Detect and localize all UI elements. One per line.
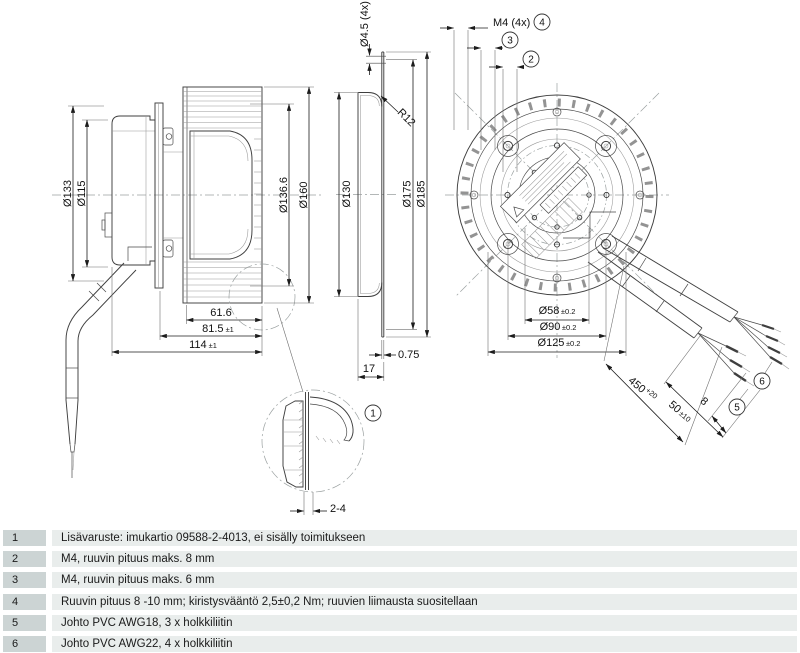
callout-4 [534,14,550,30]
dim-d115 [76,120,108,267]
svg-text:6: 6 [759,376,765,388]
dim-r12 [381,96,418,129]
note-row-3 [0,572,800,588]
detail-content [283,392,353,490]
svg-text:5: 5 [734,402,740,414]
note-row-4 [0,594,800,610]
dim-cable-450 [604,266,722,445]
notes-table [0,530,800,652]
note-text: Johto PVC AWG18, 3 x holkkiliitin [52,615,797,631]
dim-label-d125: Ø125 ±0.2 [537,337,581,349]
note-number: 5 [3,615,46,631]
svg-text:3: 3 [507,35,513,47]
note-number: 6 [3,636,46,652]
dim-label-81-5: 81.5 ±1 [202,323,234,335]
dim-label-d58: Ø58 ±0.2 [538,305,576,317]
callout-2 [523,51,539,67]
dim-label-61-6: 61.6 [210,307,232,319]
dim-label-d136-6: Ø136.6 [278,176,290,214]
note-row-1 [0,530,800,546]
dim-label-d175: Ø175 [401,180,414,208]
profile-view [334,1,431,381]
svg-text:1: 1 [370,408,376,420]
dim-0-75 [369,340,419,361]
motor-outline [102,116,155,265]
note-text: Lisävaruste: imukartio 09588-2-4013, ei sisälly toimitukseen [52,530,797,546]
dim-label-m4: M4 (4x) [493,17,531,29]
dim-label-d130: Ø130 [341,180,353,208]
dim-label-d160: Ø160 [298,181,310,209]
svg-text:4: 4 [539,17,545,29]
svg-text:2: 2 [528,54,534,66]
note-number: 4 [3,594,46,610]
dim-label-r12: R12 [394,106,418,130]
note-text: Johto PVC AWG22, 4 x holkkiliitin [52,636,797,652]
dim-label-d185: Ø185 [415,180,428,208]
wires-awg18 [698,333,754,386]
callout-3 [502,32,518,48]
callout-6 [754,373,770,389]
mounting-plate [155,103,183,288]
note-row-6 [0,636,800,652]
callout-1 [365,405,381,421]
note-number: 1 [3,530,46,546]
dim-17 [358,299,384,381]
dim-cable-8-50 [664,336,760,438]
note-row-5 [0,615,800,631]
dim-label-2-4: 2-4 [330,503,346,515]
wires-awg22 [734,317,789,369]
cable-channel-step [563,212,616,238]
note-number: 3 [3,572,46,588]
side-cable [66,263,136,478]
dim-label-50: 50±10 [666,398,693,424]
dim-label-d4-5: Ø4.5 (4x) [359,1,371,47]
note-text: M4, ruuvin pituus maks. 6 mm [52,572,797,588]
impeller-blade-stubs [254,139,262,249]
rating-label [492,143,608,259]
note-row-2 [0,551,800,567]
dim-label-d133: Ø133 [62,180,74,207]
detail-view [262,390,364,515]
dim-label-114: 114 ±1 [189,339,217,351]
note-text: Ruuvin pituus 8 -10 mm; kiristysvääntö 2,5±0,2 Nm; ruuvien liimausta suositellaan [52,594,797,610]
dim-label-450: $450^{+20}$ [625,374,660,401]
dim-label-d115: Ø115 [76,180,88,207]
dim-label-8: 8 [697,395,711,409]
callout-5 [729,399,745,415]
dim-label-0-75: 0.75 [398,349,420,361]
front-view [440,17,789,445]
dim-callout-3 [467,48,503,150]
dim-d4-5 [359,1,371,75]
dim-2-4 [290,492,346,515]
detail-leader [277,308,303,392]
dim-label-d90: Ø90 ±0.2 [539,321,577,333]
note-text: M4, ruuvin pituus maks. 8 mm [52,551,797,567]
dim-label-17: 17 [362,363,376,375]
note-number: 2 [3,551,46,567]
